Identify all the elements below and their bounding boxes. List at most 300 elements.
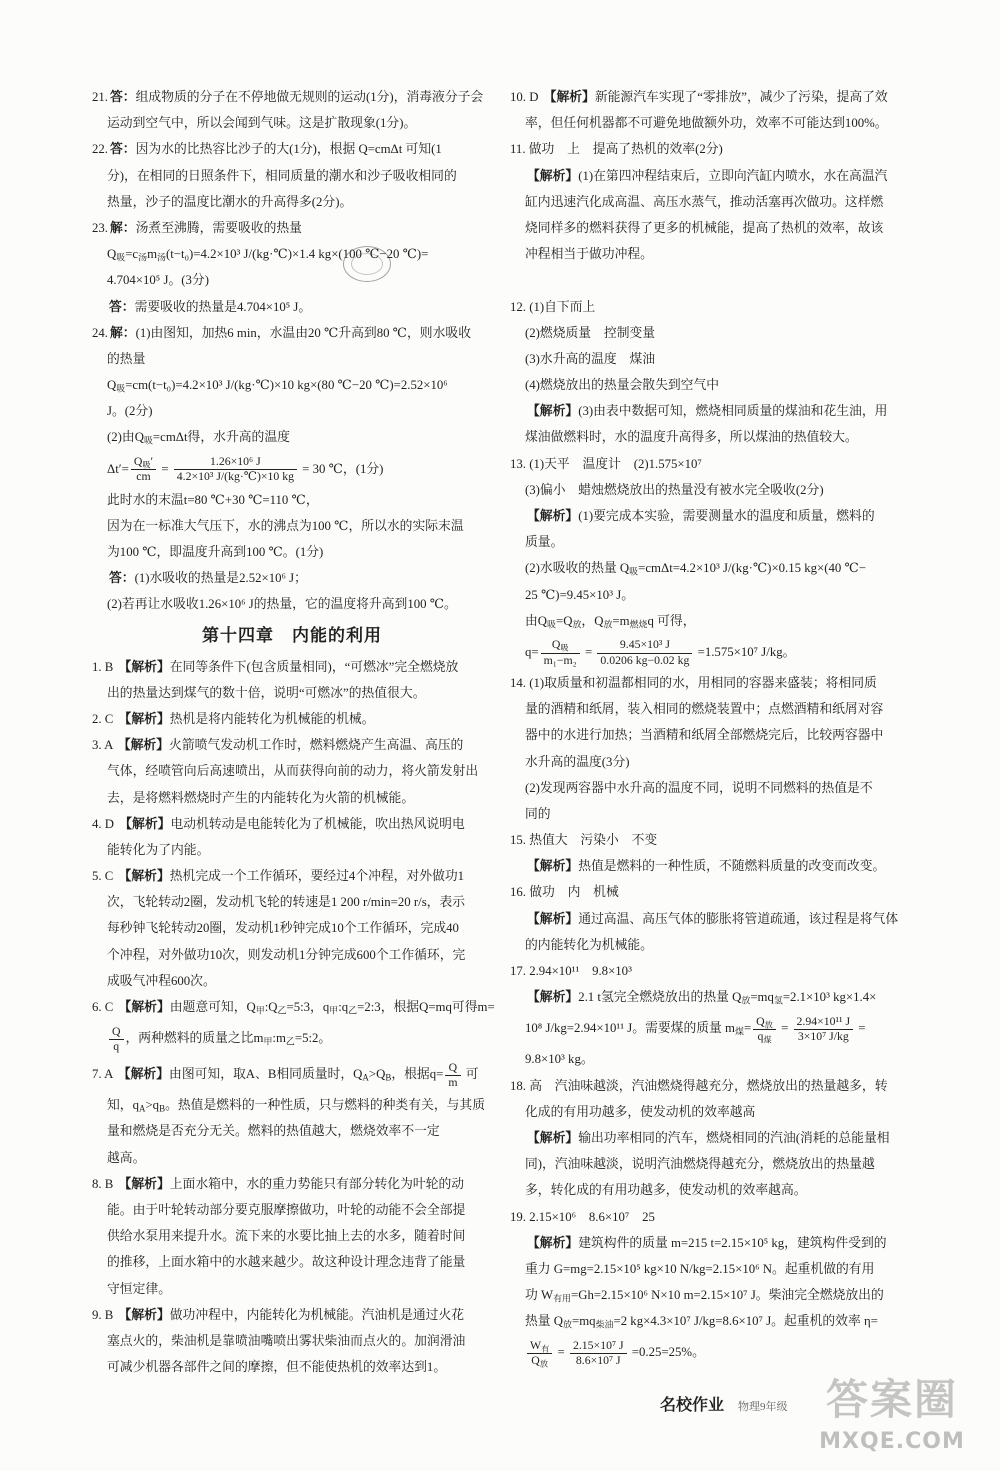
text-line [510,163,918,189]
text-line [510,477,918,503]
text-line [92,424,492,450]
text-run: q [757,1029,764,1043]
subscript: 甲 [263,1036,273,1047]
text-line [510,451,918,477]
bold-label: 答： [109,299,135,314]
fraction-numerator [131,455,156,470]
fraction-numerator [527,1339,552,1354]
text-line [92,1020,492,1056]
text-line [92,591,492,617]
subscript: 放 [741,995,751,1006]
text-run: =mq [750,990,774,1005]
text-run: Q [531,1354,540,1367]
text-run: 热机完成一个工作循环，要经过4个冲程，对外做功1 [169,869,465,884]
text-run: = [855,1021,866,1036]
text-run: Q [107,378,117,393]
bold-label: 【解析】 [118,869,170,884]
text-run: 重力 G=mg=2.15×10⁵ kg×10 N/kg=2.15×10⁶ N。起重机做的有用 [525,1261,875,1276]
text-line [92,758,492,784]
text-line [92,136,492,162]
bold-label: 【解析】 [527,859,579,874]
text-line [510,1151,918,1177]
text-run: (1)要完成本实验，需要测量水的温度和质量，燃料的 [578,509,875,523]
fraction [570,1339,627,1368]
text-run: =c [125,247,139,262]
text-line [92,267,492,293]
text-run: =Q [556,613,573,628]
text-run: 的热量 [107,351,146,366]
text-run: 23. [92,220,108,235]
text-line [92,785,492,811]
text-run: 21. [92,90,108,104]
text-run: 质量。 [525,535,564,550]
text-run: 组成物质的分子在不停地做无规则的运动(1分)，消毒液分子会 [135,90,484,104]
text-run: 热量，沙子的温度比潮水的升高得多(2分)。 [107,194,353,209]
text-run: 为100 ℃，即温度升高到100 ℃。(1分) [107,545,324,559]
text-run: (1)水吸收的热量是2.52×10⁶ J； [134,571,307,586]
text-run: 9.45×10³ J [619,638,670,652]
text-run: 量的酒精和纸屑，装入相同的燃烧装置中；点燃酒精和纸屑对容 [525,702,884,717]
text-line [92,215,492,241]
text-run: Q [133,455,143,469]
text-line [510,346,918,372]
bold-label: 【解析】 [118,711,170,726]
text-line [510,372,918,398]
text-run: (3)由表中数据可知，燃烧相同质量的煤油和花生油，用 [578,404,888,419]
text-run: ，两种燃料的质量之比m [125,1031,264,1046]
text-run: 守恒定律。 [107,1281,171,1296]
text-run: 新能源汽车实现了“零排放”，减少了污染，提高了效 [594,90,888,104]
text-line [510,749,918,775]
bold-label: 【解析】 [543,90,595,104]
subscript: 乙 [285,1036,295,1047]
text-run: (1)由图知，加热6 min，水温由20 ℃升高到80 ℃，则水吸收 [135,325,471,340]
text-line [510,1230,918,1256]
text-line [510,670,918,696]
text-run: (2)若再让水吸收1.26×10⁶ J的热量，它的温度将升高到100 ℃。 [107,597,457,612]
fraction [794,1015,854,1044]
fraction [131,455,156,484]
text-run: 率，但任何机器都不可避免地做额外功，效率不可能达到100%。 [525,116,888,131]
text-line [92,1092,492,1118]
text-run: = [554,1345,568,1360]
text-line [510,932,918,958]
subscript: 甲 [255,1005,265,1016]
text-line [92,811,492,837]
fraction-denominator [131,470,156,484]
text-run: ，Q [581,613,604,628]
text-line [510,1125,918,1151]
text-run: cm [136,470,151,484]
text-line [510,1282,918,1308]
text-run: q= [525,644,539,659]
text-line [510,879,918,905]
text-line [92,889,492,915]
text-run: =mq [572,1314,596,1329]
text-run: :Q [264,1000,278,1014]
text-line [92,994,495,1020]
fraction [109,1025,124,1054]
subscript: 煤 [763,1035,772,1045]
text-run: =2 kg×4.3×10⁷ J/kg=8.6×10⁷ J。起重机的效率 η= [613,1314,878,1329]
fraction [753,1015,776,1044]
text-line [92,1302,492,1328]
text-run: 3×10⁷ J/kg [797,1029,849,1043]
fraction-denominator [109,1040,124,1054]
text-run: 1. B [92,659,117,674]
text-run: 可减少机器各部件之间的摩擦，但不能使热机的效率达到1。 [107,1360,447,1375]
text-run: 在同等条件下(包含质量相同)，“可燃冰”完全燃烧放 [169,659,459,674]
text-run: 10. D [510,90,542,104]
text-line [510,958,918,984]
text-run: q 可得， [647,613,696,628]
text-line [510,827,918,853]
subscript: 吸 [629,567,639,578]
text-line [92,513,492,539]
text-line [510,634,918,670]
text-line [92,346,492,372]
watermark-site: MXQE.COM [819,1429,965,1454]
text-run: 电动机转动是电能转化为了机械能，吹出热风说明电 [170,816,465,831]
text-line [92,189,492,215]
text-run: 0.0206 kg−0.02 kg [600,653,690,667]
subscript: 吸 [143,436,153,447]
text-run: 的推移，上面水箱中的水越来越少。故这种设计理念违背了能量 [107,1255,466,1270]
text-run: 塞点火的，柴油机是靠喷油嘴喷出雾状柴油而点火的。加润滑油 [107,1333,466,1348]
text-line [92,241,492,267]
fraction-denominator [597,654,692,668]
text-line [92,706,492,732]
text-run: 化成的有用功越多，使发动机的效率越高 [525,1104,756,1119]
watermark-logo [812,1372,972,1456]
text-run: 烧同样多的燃料获得了更多的机械能，提高了热机的效率，故该 [525,220,884,235]
text-line [510,294,918,320]
fraction-numerator [445,1061,460,1076]
text-run: 10⁸ J/kg=2.94×10¹¹ J。需要煤的质量 m [525,1021,735,1036]
text-run: 缸内迅速汽化成高温、高压水蒸气，推动活塞再次做功。这样燃 [525,194,884,209]
subscript: 燃烧 [629,619,648,630]
text-line [92,1328,492,1354]
text-line [510,1308,918,1334]
text-run: (3)水升高的温度 煤油 [525,351,656,366]
fraction-numerator [597,638,692,653]
text-line [510,503,918,529]
bold-label: 【解析】 [527,911,579,926]
text-line [510,1204,918,1230]
text-run: 17. 2.94×10¹¹ 9.8×10³ [510,964,632,978]
text-run: 由Q [525,613,548,628]
text-run: q [113,1039,120,1053]
text-run: =2.1×10³ kg×1.4× [782,990,877,1005]
text-run: 冲程相当于做功冲程。 [525,247,653,262]
text-run: Q [756,1014,765,1028]
text-run: 供给水泵用来提升水。流下来的水要比抽上去的水多，随着时间 [107,1229,466,1244]
text-run: 可 [462,1067,479,1082]
text-run: 能转化为了内能。 [107,842,210,857]
left-column [92,84,495,1380]
text-line [92,110,492,136]
fraction-denominator [570,1354,627,1368]
text-line [510,906,918,932]
text-run: 成吸气冲程600次。 [107,973,216,988]
bold-label: 【解析】 [117,738,170,753]
text-line [510,582,918,608]
text-run: 3. A [92,738,116,753]
text-line [92,1354,492,1380]
text-line [510,1334,918,1370]
fraction [445,1061,460,1090]
text-run: 2.94×10¹¹ J [796,1014,851,1028]
text-run: 9.8×10³ kg。 [525,1052,594,1067]
text-run: =0.25=25%。 [628,1345,705,1360]
text-run: 每秒钟飞轮转动20圈，发动机1秒钟完成10个工作循环，完成40 [107,921,459,936]
text-run: =cmΔt得，水升高的温度 [152,430,290,445]
subscript: 吸 [116,252,126,263]
text-line [510,555,918,581]
text-run: 9. B [92,1307,117,1322]
text-run: 因为在一标准大气压下，水的沸点为100 ℃，所以水的实际末温 [107,518,464,533]
fraction-denominator [753,1030,776,1044]
text-run: 同的 [525,806,551,821]
text-line [92,1249,492,1275]
text-line [92,1056,492,1092]
text-run: Q [112,1024,121,1038]
fraction [597,638,692,667]
text-line [510,775,918,801]
text-run: J。(2分) [107,404,153,419]
text-run: 18. 高 汽油味越淡，汽油燃烧得越充分，燃烧放出的热量越多，转 [510,1078,888,1093]
text-run: =cmΔt=4.2×10³ J/(kg·℃)×0.15 kg×(40 ℃− [638,561,867,576]
text-run: 。热值是燃料的一种性质，只与燃料的种类有关，与其质 [165,1098,485,1113]
text-run: >q [145,1098,160,1113]
fraction [174,455,297,484]
text-run: :m [272,1031,286,1046]
text-line [92,1145,492,1171]
text-line [510,320,918,346]
text-run: 煤油做燃料时，水的温度升高得多，所以煤油的热值较大。 [525,430,858,445]
bold-label: 【解析】 [117,1067,170,1082]
text-run: = [158,461,172,476]
text-line [92,320,492,346]
text-line [92,372,492,398]
subscript: 放 [563,1319,572,1330]
text-run: 运动到空气中，所以会闻到气味。这是扩散现象(1分)。 [107,116,417,131]
bold-label: 【解析】 [527,509,579,523]
text-run: 8.6×10⁷ J [575,1354,621,1367]
text-line [92,863,492,889]
fraction-numerator [570,1339,627,1354]
text-line [92,654,492,680]
text-line [92,294,492,320]
text-line [92,1118,492,1144]
bold-label: 【解析】 [119,816,171,831]
text-line [92,680,492,706]
text-run: m₁−m₂ [543,653,577,667]
text-line [510,424,918,450]
text-run: 量和燃烧是否充分无关。燃料的热值越大，燃烧效率不一定 [107,1124,440,1139]
text-line [92,1223,492,1249]
text-line [510,1099,918,1125]
subscript: A [362,1072,369,1083]
text-run: ′ [150,455,154,469]
text-run: =5:2。 [294,1031,332,1046]
text-run: 建筑构件的质量 m=215 t=2.15×10⁵ kg，建筑构件受到的 [578,1235,887,1250]
subscript: 氢 [773,995,783,1006]
bold-label: 答： [110,142,136,157]
subscript: 汤 [157,252,166,263]
subscript: 有用 [553,1293,571,1304]
subscript: 柴油 [595,1319,614,1330]
text-run: (3)偏小 蜡烛燃烧放出的热量没有被水完全吸收(2分) [525,482,824,497]
text-line [510,608,918,634]
text-run: 22. [92,142,108,157]
text-run: 11. 做功 上 提高了热机的效率(2分) [510,142,723,157]
text-run: (2)水吸收的热量 Q [525,561,630,576]
text-run: 25 ℃)=9.45×10³ J。 [525,587,635,602]
text-run: 此时水的末温t=80 ℃+30 ℃=110 ℃， [107,492,319,507]
fraction-denominator [174,470,297,484]
subscript: 放 [603,619,613,630]
subscript: 吸 [547,619,556,630]
text-run: 通过高温、高压气体的膨胀将管道疏通，该过程是将气体 [578,911,899,926]
text-line [92,915,492,941]
subscript: 甲 [329,1005,339,1016]
fraction-denominator [445,1076,460,1090]
text-run: 14. (1)取质量和初温都相同的水，用相同的容器来盛装；将相同质 [510,675,877,690]
fraction-numerator [541,638,580,653]
text-run: 5. C [92,869,117,884]
text-run: 功 W [525,1288,554,1303]
bold-label: 【解析】 [527,1130,579,1145]
text-line [510,136,918,162]
text-line [510,398,918,424]
text-line [510,853,918,879]
text-line [510,1177,918,1203]
fraction-numerator [753,1015,776,1030]
text-run: (4)燃烧放出的热量会散失到空气中 [525,378,720,393]
subscript: 吸 [560,643,569,653]
text-line [510,84,918,110]
text-line [510,110,918,136]
text-line [92,1197,492,1223]
page-footer [660,1392,788,1415]
text-line [92,1276,492,1302]
text-run: 需要吸收的热量是4.704×10⁵ J。 [134,299,312,314]
text-line [92,163,492,189]
fraction [541,638,580,667]
text-run: >Q [368,1067,386,1082]
text-run: 器中的水进行加热；当酒精和纸屑全部燃烧完后，比较两容器中 [525,728,884,743]
fraction-denominator [794,1030,854,1044]
fraction [527,1339,552,1368]
bold-label: 解： [110,325,136,340]
text-run: 气体，经喷管向后高速喷出，从而获得向前的动力，将火箭发射出 [107,764,479,779]
text-run: m [448,1075,458,1089]
bold-label: 【解析】 [118,1176,170,1191]
text-run: 13. (1)天平 温度计 (2)1.575×10⁷ [510,456,702,471]
fraction-denominator [527,1354,552,1368]
subscript: 放 [572,619,582,630]
text-run: 去，是将燃料燃烧时产生的内能转化为火箭的机械能。 [107,790,415,805]
blank-line [510,267,918,293]
text-line [92,84,492,110]
text-run: 分)，在相同的日照条件下，相同质量的潮水和沙子吸收相同的 [107,168,457,183]
text-run: =cm(t−t₀)=4.2×10³ J/(kg·℃)×10 kg×(80 ℃−20 ℃)=2.52×10⁶ [125,378,448,393]
text-run: 个冲程，对外做功10次，则发动机1分钟完成600个工作循环，完 [107,947,466,962]
text-run: 越高。 [107,1150,146,1165]
subscript: 放 [764,1020,773,1030]
bold-label: 【解析】 [118,659,170,674]
subscript: 乙 [277,1005,287,1016]
bold-label: 【解析】 [527,168,579,183]
fraction-denominator [541,654,580,668]
text-line [510,1073,918,1099]
text-run: 输出功率相同的汽车，燃烧相同的汽油(消耗的总能量相 [578,1130,890,1145]
bold-label: 【解析】 [118,1000,170,1014]
text-run: 8. B [92,1176,117,1191]
text-run: =5:3，q [286,1000,330,1014]
text-run: 由题意可知，Q [169,1000,256,1014]
subscript: B [385,1072,392,1083]
text-line [510,1046,918,1072]
text-run: :q [338,1000,349,1014]
bold-label: 【解析】 [527,404,579,419]
text-line [92,451,492,487]
fraction-numerator [174,455,297,470]
text-line [510,696,918,722]
text-run: Q [448,1060,458,1074]
text-run: = [777,1021,792,1036]
bold-label: 【解析】 [118,1307,170,1322]
text-run: (2)发现两容器中水升高的温度不同，说明不同燃料的热值是不 [525,780,873,795]
text-run: 多，转化成的有用功越多，使发动机的效率越高。 [525,1183,807,1198]
text-run: =m [612,613,630,628]
text-run: m [147,247,158,262]
text-line [510,529,918,555]
text-run: 2.1 t氢完全燃烧放出的热量 Q [578,990,742,1005]
text-run: 16. 做功 内 机械 [510,885,619,900]
text-run: 水升高的温度(3分) [525,754,630,769]
text-run: 汤煮至沸腾，需要吸收的热量 [135,220,302,235]
text-run: 火箭喷气发动机工作时，燃料燃烧产生高温、高压的 [169,738,464,753]
text-run: Q [551,638,561,652]
text-line [510,189,918,215]
text-run: 12. (1)自下而上 [510,299,596,314]
bold-label: 【解析】 [527,990,579,1005]
text-line [510,984,918,1010]
text-run: 由图可知，取A、B相同质量时，Q [169,1067,363,1082]
text-run: 热量 Q [525,1314,564,1329]
bold-label: 答： [110,90,136,104]
text-line [510,801,918,827]
text-run: 的内能转化为机械能。 [525,937,653,952]
text-run: 6. C [92,1000,117,1014]
text-line [92,837,492,863]
text-line [510,215,918,241]
subscript: 吸 [116,383,126,394]
bold-label: 答： [109,571,135,586]
watermark-logo-text: 答案圈 [825,1375,958,1424]
footer-subject: 物理9年级 [738,1401,788,1413]
text-run: (2)燃烧质量 控制变量 [525,325,656,340]
text-line [510,241,918,267]
text-run: 19. 2.15×10⁶ 8.6×10⁷ 25 [510,1209,655,1224]
text-run: = [743,1021,752,1036]
text-run: 2.15×10⁷ J [572,1338,624,1352]
text-run: (1)在第四冲程结束后，立即向汽缸内喷水，水在高温汽 [578,168,888,183]
subscript: 有 [541,1344,550,1354]
text-run: =2:3，根据Q=mq可得m= [357,1000,495,1014]
